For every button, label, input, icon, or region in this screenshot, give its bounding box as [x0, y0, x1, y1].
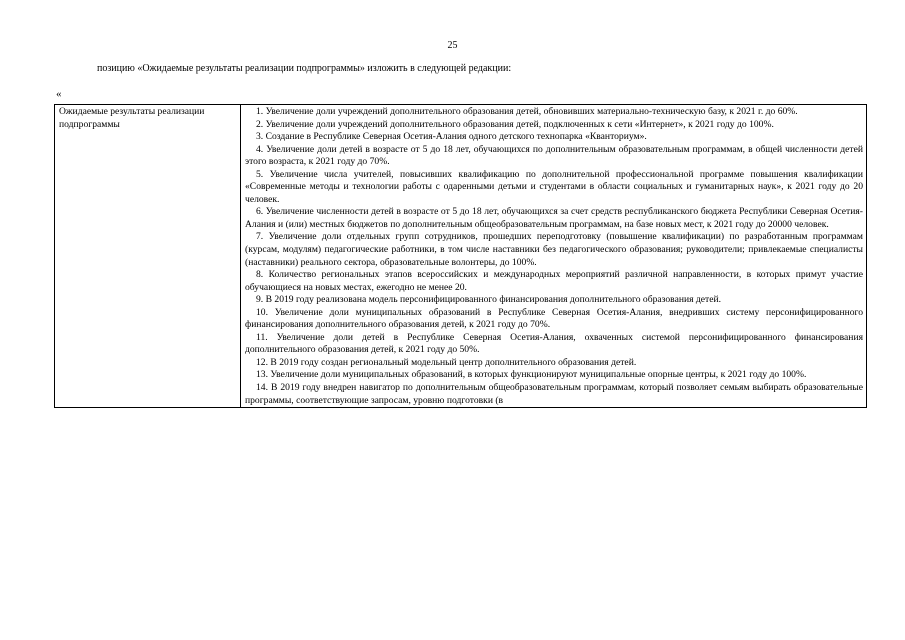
intro-paragraph: позицию «Ожидаемые результаты реализации подпрограммы» изложить в следующей редакции: — [97, 63, 512, 74]
result-item: 1. Увеличение доли учреждений дополнительного образования детей, обновивших материально-техническую базу, к 2021 г. до 60%. — [256, 106, 798, 117]
page-number: 25 — [447, 40, 458, 51]
result-item: 14. В 2019 году внедрен навигатор по дополнительным общеобразовательным программам, который позволяет семьям выбирать образовательные программы, соответствующие запросам, уровню подготовки (в — [245, 382, 863, 406]
result-item: 6. Увеличение численности детей в возрасте от 5 до 18 лет, обучающихся за счет средств республиканского бюджета Республики Северная Осетия-Алания и (или) местных бюджетов по дополнительным общеобразовательным программам, на базе новых мест, к 2021 году до 20000 человек. — [245, 206, 863, 230]
result-item: 3. Создание в Республике Северная Осетия-Алания одного детского технопарка «Кванториум». — [256, 131, 647, 143]
result-item: 12. В 2019 году создан региональный модельный центр дополнительного образования детей. — [256, 356, 637, 368]
page-bottom-margin — [54, 561, 868, 640]
result-item: 4. Увеличение доли детей в возрасте от 5 до 18 лет, обучающихся по дополнительным образовательным программам, в общей численности детей этого возраста, к 2021 году до 70%. — [245, 143, 863, 168]
opening-quote-mark: « — [56, 88, 62, 100]
result-item: 13. Увеличение доли муниципальных образований, в которых функционируют муниципальные опорные центры, к 2021 году до 100%. — [256, 369, 807, 381]
table-label-cell: Ожидаемые результаты реализации подпрограммы — [55, 105, 241, 408]
result-item: 9. В 2019 году реализована модель персонифицированного финансирования дополнительного образования детей. — [256, 294, 722, 306]
table-content-cell — [241, 105, 867, 408]
table-row — [55, 105, 867, 408]
result-item: 5. Увеличение числа учителей, повысивших квалификацию по дополнительной профессиональной программе повышения квалификации «Современные методы и технологии работы с одаренными детьми и студентами в области социальных и гуманитарных наук», к 2021 году до 20 человек. — [245, 168, 863, 205]
results-table — [54, 104, 867, 408]
result-item: 10. Увеличение доли муниципальных образований в Республике Северная Осетия-Алания, внедривших систему персонифицированного финансирования дополнительного образования детей, к 2021 году до 70%. — [245, 306, 863, 331]
result-item: 2. Увеличение доли учреждений дополнительного образования детей, подключенных к сети «Интернет», к 2021 году до 100%. — [256, 118, 774, 130]
result-item: 7. Увеличение доли отдельных групп сотрудников, прошедших переподготовку (повышение квалификации) по разработанным программам (курсам, модулям) педагогические работники, в том числе наставники без педагогического образования; руководители; привлекаемые специалисты (наставники) реального сектора, образовательные волонтеры, до 100%. — [245, 231, 863, 268]
result-item: 8. Количество региональных этапов всероссийских и международных мероприятий различной направленности, в которых примут участие обучающиеся на новых местах, ежегодно не менее 20. — [245, 269, 863, 293]
result-item: 11. Увеличение доли детей в Республике Северная Осетия-Алания, охваченных системой персонифицированного финансирования дополнительного образования детей, к 2021 году до 50%. — [245, 331, 863, 356]
